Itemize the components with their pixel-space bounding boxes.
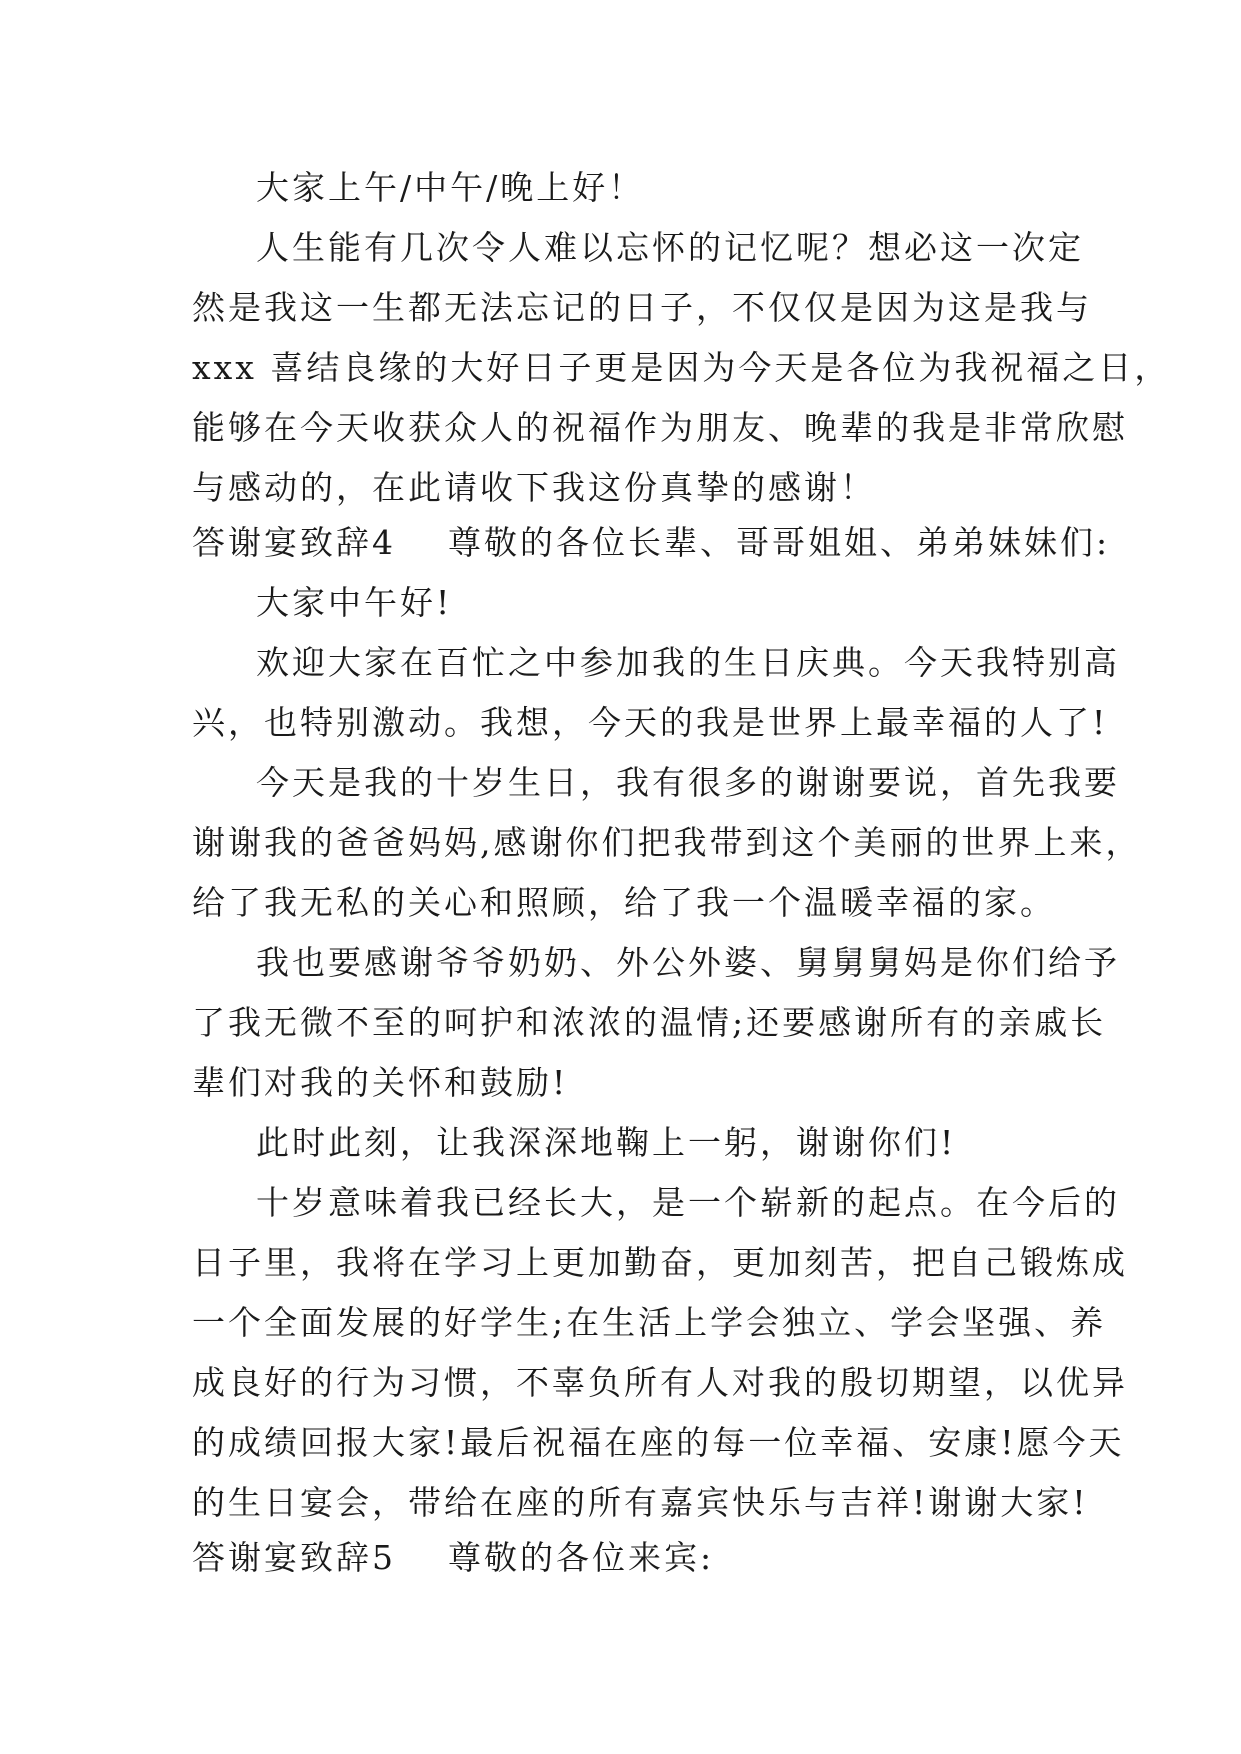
paragraph-line: 给了我无私的关心和照顾，给了我一个温暖幸福的家。 <box>192 883 1056 922</box>
paragraph-line: 一个全面发展的好学生;在生活上学会独立、学会坚强、养 <box>192 1303 1107 1342</box>
paragraph-line: 欢迎大家在百忙之中参加我的生日庆典。今天我特别高 <box>256 643 1120 682</box>
section-heading <box>192 513 1110 573</box>
paragraph-line: 大家中午好! <box>256 583 453 622</box>
section-heading <box>192 1528 714 1588</box>
paragraph-line: 的成绩回报大家!最后祝福在座的每一位幸福、安康!愿今天 <box>192 1423 1125 1462</box>
paragraph-line: 今天是我的十岁生日，我有很多的谢谢要说，首先我要 <box>256 763 1120 802</box>
section-heading-label: 答谢宴致辞4 <box>192 523 396 562</box>
paragraph-line: 大家上午/中午/晚上好！ <box>256 168 645 207</box>
section-heading-text: 尊敬的各位来宾: <box>448 1538 715 1577</box>
paragraph-line: 成良好的行为习惯，不辜负所有人对我的殷切期望，以优异 <box>192 1363 1128 1402</box>
paragraph-line: 辈们对我的关怀和鼓励! <box>192 1063 569 1102</box>
paragraph-line: 十岁意味着我已经长大，是一个崭新的起点。在今后的 <box>256 1183 1120 1222</box>
paragraph-line: xxx 喜结良缘的大好日子更是因为今天是各位为我祝福之日， <box>192 348 1171 387</box>
paragraph-line: 了我无微不至的呵护和浓浓的温情;还要感谢所有的亲戚长 <box>192 1003 1107 1042</box>
paragraph-line: 的生日宴会，带给在座的所有嘉宾快乐与吉祥!谢谢大家! <box>192 1483 1089 1522</box>
paragraph-line: 兴，也特别激动。我想，今天的我是世界上最幸福的人了! <box>192 703 1109 742</box>
paragraph-line: 我也要感谢爷爷奶奶、外公外婆、舅舅舅妈是你们给予 <box>256 943 1120 982</box>
paragraph-line: 然是我这一生都无法忘记的日子，不仅仅是因为这是我与 <box>192 288 1092 327</box>
paragraph-line: 人生能有几次令人难以忘怀的记忆呢？想必这一次定 <box>256 228 1084 267</box>
paragraph-line: 此时此刻，让我深深地鞠上一躬，谢谢你们! <box>256 1123 957 1162</box>
section-heading-label: 答谢宴致辞5 <box>192 1538 396 1577</box>
section-heading-text: 尊敬的各位长辈、哥哥姐姐、弟弟妹妹们: <box>448 523 1111 562</box>
paragraph-line: 能够在今天收获众人的祝福作为朋友、晚辈的我是非常欣慰 <box>192 408 1128 447</box>
paragraph-line: 与感动的，在此请收下我这份真挚的感谢！ <box>192 468 876 507</box>
paragraph-line: 谢谢我的爸爸妈妈,感谢你们把我带到这个美丽的世界上来， <box>192 823 1142 862</box>
paragraph-line: 日子里，我将在学习上更加勤奋，更加刻苦，把自己锻炼成 <box>192 1243 1128 1282</box>
